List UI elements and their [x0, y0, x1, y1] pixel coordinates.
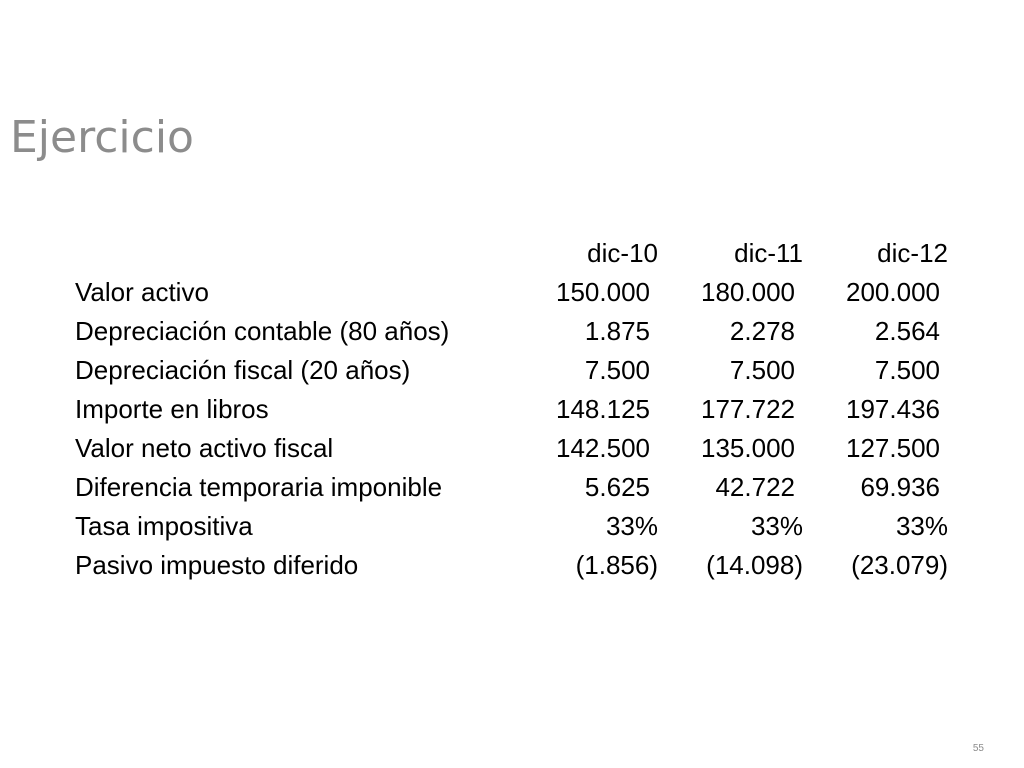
cell-value: (23.079) [851, 550, 948, 580]
data-table [75, 234, 955, 585]
cell-value: 200.000 [846, 277, 940, 307]
table-row [75, 351, 955, 390]
row-label: Pasivo impuesto diferido [75, 550, 359, 580]
cell-value: 33% [605, 511, 658, 541]
table-row [75, 390, 955, 429]
cell-value: (1.856) [575, 550, 658, 580]
cell-value: (14.098) [706, 550, 803, 580]
page-number: 55 [972, 743, 984, 754]
cell-value: 180.000 [701, 277, 795, 307]
cell-value: 135.000 [701, 433, 795, 463]
cell-value: 33% [750, 511, 803, 541]
table-row [75, 273, 955, 312]
cell-value: 7.500 [874, 355, 940, 385]
cell-value: 1.875 [584, 316, 650, 346]
table-row [75, 312, 955, 351]
cell-value: 142.500 [556, 433, 650, 463]
column-header: dic-11 [734, 238, 803, 268]
cell-value: 197.436 [846, 394, 940, 424]
row-label: Depreciación contable (80 años) [75, 316, 450, 346]
cell-value: 2.564 [874, 316, 940, 346]
cell-value: 69.936 [860, 472, 940, 502]
cell-value: 177.722 [701, 394, 795, 424]
table-row [75, 507, 955, 546]
table-row [75, 429, 955, 468]
cell-value: 7.500 [729, 355, 795, 385]
row-label: Importe en libros [75, 394, 269, 424]
row-label: Valor neto activo fiscal [75, 433, 334, 463]
table-row [75, 546, 955, 585]
row-label: Depreciación fiscal (20 años) [75, 355, 411, 385]
column-header: dic-12 [877, 238, 948, 268]
cell-value: 150.000 [556, 277, 650, 307]
cell-value: 127.500 [846, 433, 940, 463]
row-label: Diferencia temporaria imponible [75, 472, 443, 502]
column-header: dic-10 [587, 238, 658, 268]
header-row [75, 234, 955, 273]
cell-value: 148.125 [556, 394, 650, 424]
cell-value: 2.278 [729, 316, 795, 346]
cell-value: 42.722 [715, 472, 795, 502]
slide-title: Ejercicio [10, 112, 194, 163]
cell-value: 33% [895, 511, 948, 541]
table-row [75, 468, 955, 507]
cell-value: 7.500 [584, 355, 650, 385]
row-label: Valor activo [75, 277, 209, 307]
row-label: Tasa impositiva [75, 511, 253, 541]
cell-value: 5.625 [584, 472, 650, 502]
